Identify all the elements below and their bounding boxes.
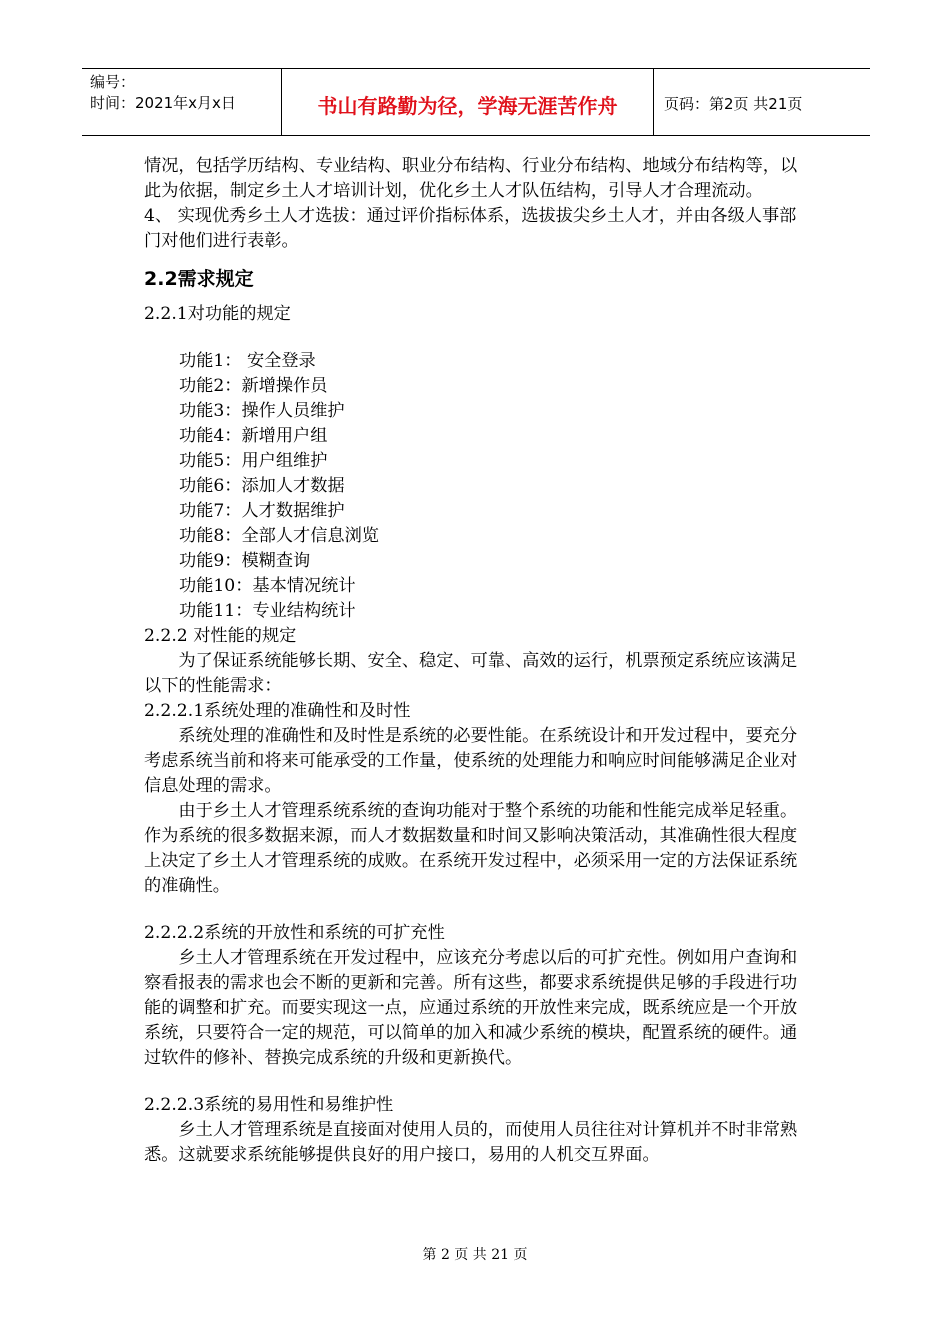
paragraph: 乡土人才管理系统是直接面对使用人员的，而使用人员往往对计算机并不时非常熟悉。这就要求系统能够提供良好的用户接口，易用的人机交互界面。 xyxy=(144,1120,798,1165)
list-item: 功能3：操作人员维护 xyxy=(179,401,345,421)
page-footer: 第 2 页 共 21 页 xyxy=(422,1247,528,1263)
header-meta-cell xyxy=(82,69,282,135)
paragraph: 4、 实现优秀乡土人才选拔：通过评价指标体系，选拔拔尖乡土人才，并由各级人事部门对他们进行表彰。 xyxy=(144,206,797,251)
subsection-heading: 2.2.1对功能的规定 xyxy=(144,304,291,324)
function-list xyxy=(144,349,812,624)
paragraph: 乡土人才管理系统在开发过程中，应该充分考虑以后的可扩充性。例如用户查询和察看报表的需求也会不断的更新和完善。所有这些，都要求系统提供足够的手段进行功能的调整和扩充。而要实现这一点，应通过系统的开放性来完成，既系统应是一个开放系统，只要符合一定的规范，可以简单的加入和减少系统的模块，配置系统的硬件。通过软件的修补、替换完成系统的升级和更新换代。 xyxy=(144,948,798,1068)
list-item: 功能6：添加人才数据 xyxy=(179,476,345,496)
paragraph: 系统处理的准确性和及时性是系统的必要性能。在系统设计和开发过程中，要充分考虑系统当前和将来可能承受的工作量，使系统的处理能力和响应时间能够满足企业对信息处理的需求。 xyxy=(144,726,798,796)
document-date-label: 时间：2021年x月x日 xyxy=(90,94,236,112)
list-item: 功能1： 安全登录 xyxy=(179,351,316,371)
list-item: 功能4：新增用户组 xyxy=(179,426,328,446)
paragraph: 由于乡土人才管理系统系统的查询功能对于整个系统的功能和性能完成举足轻重。作为系统的很多数据来源，而人才数据数量和时间又影响决策活动，其准确性很大程度上决定了乡土人才管理系统的成败。在系统开发过程中，必须采用一定的方法保证系统的准确性。 xyxy=(144,801,798,896)
subsection-heading: 2.2.2.2系统的开放性和系统的可扩充性 xyxy=(144,923,445,943)
list-item: 功能7：人才数据维护 xyxy=(179,501,345,521)
section-heading: 2.2需求规定 xyxy=(144,268,254,290)
document-body xyxy=(144,154,812,1168)
document-number-label: 编号： xyxy=(90,73,136,91)
list-item: 功能5：用户组维护 xyxy=(179,451,328,471)
subsection-heading: 2.2.2.3系统的易用性和易维护性 xyxy=(144,1095,394,1115)
subsection-heading: 2.2.2 对性能的规定 xyxy=(144,626,297,646)
list-item: 功能9：模糊查询 xyxy=(179,551,311,571)
subsection-heading: 2.2.2.1系统处理的准确性和及时性 xyxy=(144,701,411,721)
list-item: 功能11：专业结构统计 xyxy=(179,601,356,621)
list-item: 功能10：基本情况统计 xyxy=(179,576,356,596)
list-item: 功能2：新增操作员 xyxy=(179,376,328,396)
header-motto: 书山有路勤为径，学海无涯苦作舟 xyxy=(282,69,654,135)
list-item: 功能8：全部人才信息浏览 xyxy=(179,526,379,546)
header-page-info: 页码：第2页 共21页 xyxy=(664,94,803,113)
paragraph: 情况，包括学历结构、专业结构、职业分布结构、行业分布结构、地域分布结构等，以此为依据，制定乡土人才培训计划，优化乡土人才队伍结构，引导人才合理流动。 xyxy=(144,156,798,201)
paragraph: 为了保证系统能够长期、安全、稳定、可靠、高效的运行，机票预定系统应该满足以下的性能需求： xyxy=(144,651,798,696)
page-header-table xyxy=(82,68,870,136)
